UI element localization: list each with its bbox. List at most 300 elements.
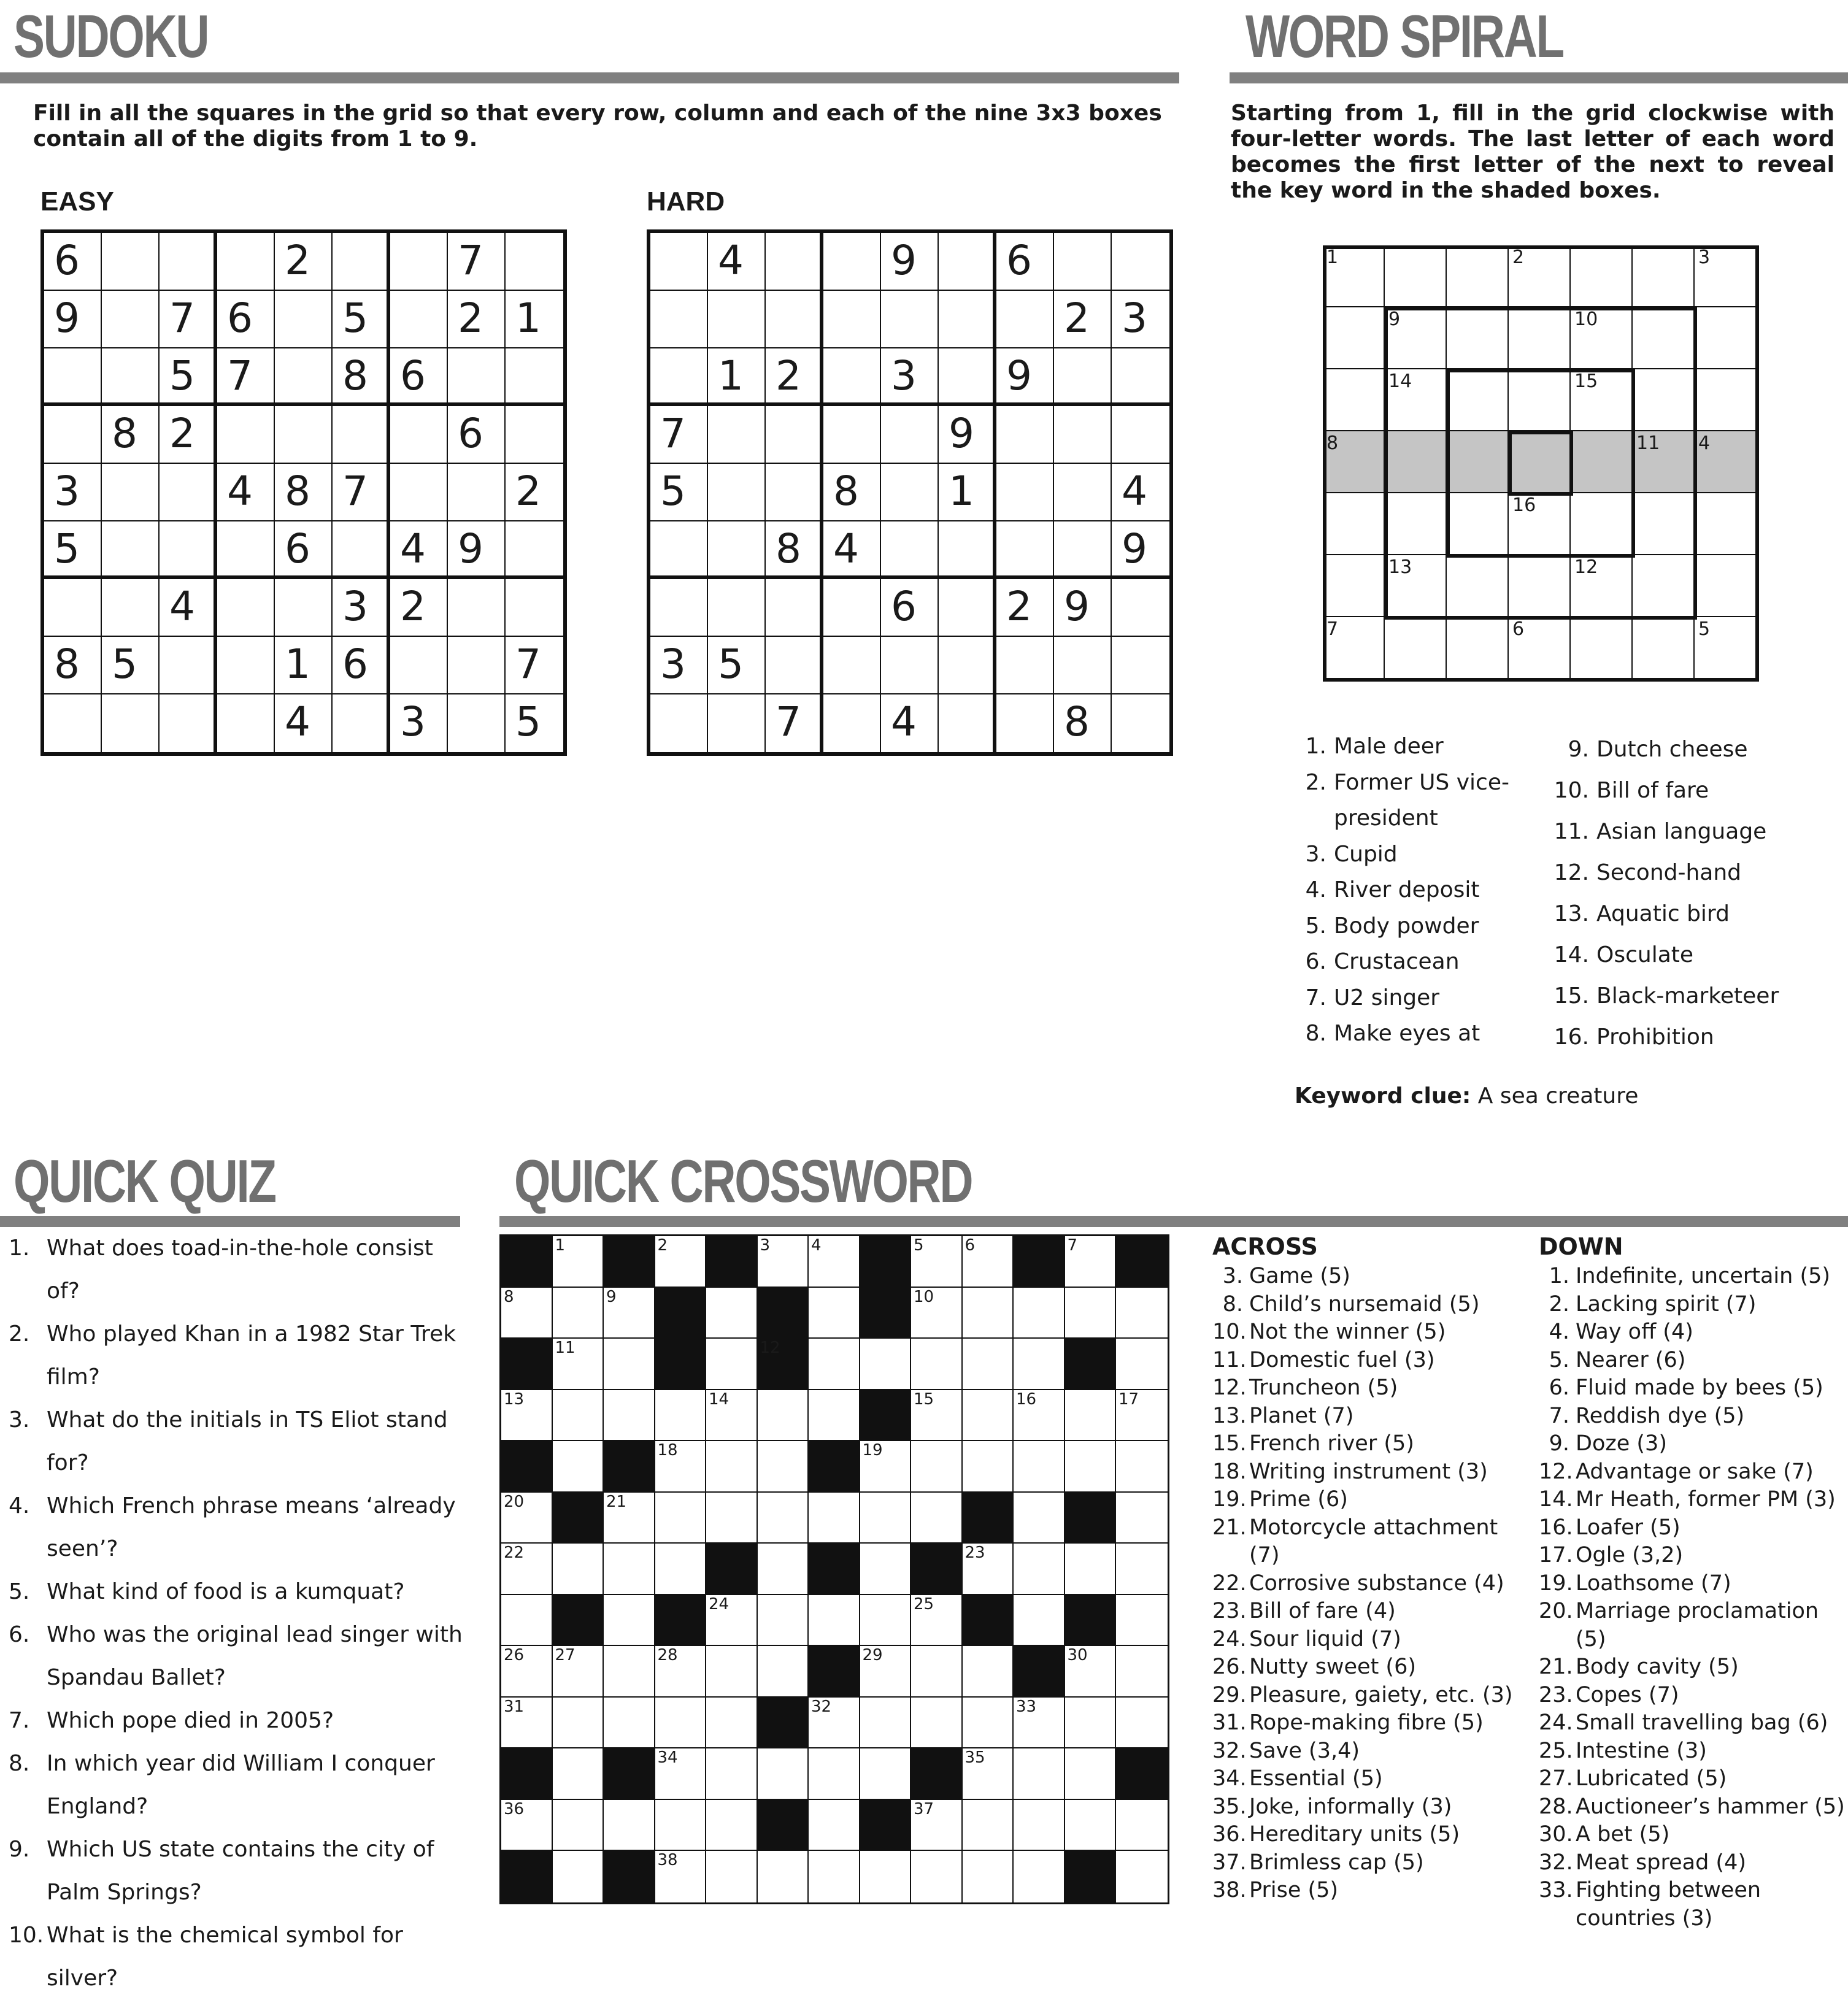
sudoku-cell	[823, 233, 881, 291]
crossword-number: 31	[504, 1697, 525, 1716]
sudoku-cell	[708, 694, 766, 752]
down-clue-number: 21.	[1539, 1655, 1573, 1679]
sudoku-cell	[160, 694, 217, 752]
sudoku-cell: 2	[448, 291, 506, 348]
down-clue-number: 17.	[1539, 1543, 1573, 1567]
sudoku-cell	[766, 291, 823, 348]
spiral-number: 3	[1698, 247, 1711, 268]
crossword-block	[501, 1851, 553, 1902]
down-clue-text: Reddish dye (5)	[1576, 1403, 1745, 1428]
sudoku-cell: 8	[333, 348, 390, 406]
sudoku-cell	[823, 579, 881, 637]
down-clue-text: Auctioneer’s hammer (5)	[1576, 1794, 1845, 1819]
crossword-cell	[501, 1544, 553, 1595]
across-clue-number: 31.	[1212, 1710, 1247, 1735]
spiral-clue-text: Former US vice-president	[1334, 769, 1509, 831]
sudoku-cell	[996, 694, 1054, 752]
crossword-cell	[501, 1698, 553, 1749]
crossword-block	[604, 1441, 655, 1493]
sudoku-cell	[448, 348, 506, 406]
down-clue-text: Fluid made by bees (5)	[1576, 1375, 1823, 1400]
crossword-cell	[963, 1390, 1014, 1442]
quiz-question	[9, 1828, 463, 1914]
crossword-cell	[501, 1800, 553, 1852]
crossword-cell	[1116, 1646, 1168, 1698]
crossword-cell	[706, 1288, 758, 1339]
sudoku-cell: 4	[881, 694, 939, 752]
spiral-cell	[1571, 617, 1633, 679]
spiral-number: 8	[1326, 433, 1339, 454]
across-clue	[1212, 1458, 1513, 1487]
across-clue-number: 34.	[1212, 1766, 1247, 1791]
down-clue-number: 2.	[1549, 1291, 1569, 1317]
crossword-cell	[1014, 1288, 1065, 1339]
down-clue-text: Fighting between countries (3)	[1576, 1878, 1761, 1931]
spiral-clue-number: 7.	[1305, 985, 1326, 1010]
crossword-cell	[655, 1851, 707, 1902]
crossword-block	[860, 1800, 912, 1852]
down-clue-text: Loafer (5)	[1576, 1515, 1681, 1540]
crossword-cell	[963, 1646, 1014, 1698]
down-clue	[1539, 1374, 1846, 1402]
quiz-question-text: Which French phrase means ‘already seen’?	[47, 1493, 456, 1561]
across-clue-text: Not the winner (5)	[1249, 1320, 1446, 1344]
crossword-number: 29	[862, 1646, 883, 1664]
crossword-number: 36	[504, 1799, 525, 1818]
sudoku-cell	[823, 637, 881, 694]
spiral-clue	[1552, 770, 1835, 811]
crossword-number: 2	[657, 1236, 668, 1255]
down-clue-text: Ogle (3,2)	[1576, 1543, 1684, 1567]
down-clue	[1539, 1598, 1846, 1653]
spiral-clue-number: 8.	[1305, 1021, 1326, 1046]
sudoku-cell: 1	[708, 348, 766, 406]
crossword-cell	[1065, 1236, 1117, 1288]
spiral-cell	[1323, 307, 1385, 369]
crossword-cell	[655, 1390, 707, 1442]
sudoku-cell	[217, 233, 275, 291]
down-clue-text: Intestine (3)	[1576, 1738, 1707, 1763]
down-clue	[1539, 1458, 1846, 1487]
crossword-number: 32	[811, 1697, 832, 1716]
sudoku-cell: 6	[333, 637, 390, 694]
across-clue-text: Hereditary units (5)	[1249, 1822, 1460, 1847]
crossword-block	[655, 1595, 707, 1647]
sudoku-cell	[650, 579, 708, 637]
across-clue	[1212, 1570, 1513, 1598]
across-clue-text: French river (5)	[1249, 1431, 1414, 1456]
across-clue-number: 11.	[1212, 1347, 1247, 1372]
sudoku-cell: 6	[390, 348, 448, 406]
sudoku-cell	[650, 694, 708, 752]
down-clue-number: 12.	[1539, 1459, 1573, 1484]
spiral-cell	[1447, 617, 1509, 679]
spiral-cell	[1571, 245, 1633, 307]
sudoku-cell: 9	[44, 291, 102, 348]
crossword-cell	[604, 1339, 655, 1390]
across-clue	[1212, 1374, 1513, 1402]
across-clue-number: 38.	[1212, 1878, 1247, 1902]
spiral-clue	[1552, 852, 1835, 893]
crossword-number: 6	[964, 1236, 976, 1255]
down-heading: DOWN	[1539, 1233, 1623, 1260]
spiral-cell	[1385, 431, 1447, 493]
across-clue-number: 3.	[1222, 1264, 1243, 1288]
quiz-questions	[9, 1227, 463, 2000]
across-clue-text: Nutty sweet (6)	[1249, 1655, 1417, 1679]
across-clue-number: 26.	[1212, 1655, 1247, 1679]
crossword-block	[758, 1339, 809, 1390]
sudoku-cell: 9	[448, 521, 506, 579]
down-clue-text: Advantage or sake (7)	[1576, 1459, 1814, 1484]
across-clues	[1212, 1263, 1513, 1905]
across-clue-text: Essential (5)	[1249, 1766, 1383, 1791]
spiral-clue-text: Second-hand	[1596, 860, 1742, 885]
crossword-cell	[706, 1800, 758, 1852]
sudoku-cell: 4	[708, 233, 766, 291]
crossword-number: 28	[657, 1646, 678, 1664]
crossword-block	[911, 1544, 963, 1595]
across-clue	[1212, 1318, 1513, 1347]
spiral-number: 5	[1698, 618, 1711, 640]
keyword-clue	[1295, 1083, 1638, 1109]
crossword-block	[809, 1544, 860, 1595]
sudoku-cell: 9	[996, 348, 1054, 406]
crossword-cell	[1116, 1595, 1168, 1647]
down-clue-text: A bet (5)	[1576, 1822, 1670, 1847]
sudoku-cell	[44, 348, 102, 406]
crossword-cell	[860, 1748, 912, 1800]
crossword-cell	[860, 1595, 912, 1647]
crossword-number: 33	[1016, 1697, 1037, 1716]
crossword-cell	[963, 1851, 1014, 1902]
down-clue-number: 25.	[1539, 1738, 1573, 1763]
crossword-cell	[809, 1698, 860, 1749]
crossword-cell	[706, 1390, 758, 1442]
crossword-cell	[911, 1288, 963, 1339]
across-clue-number: 29.	[1212, 1682, 1247, 1707]
sudoku-cell	[1054, 348, 1112, 406]
spiral-cell	[1571, 431, 1633, 493]
sudoku-cell	[506, 348, 563, 406]
sudoku-cell: 1	[275, 637, 333, 694]
down-clue	[1539, 1793, 1846, 1821]
crossword-rule	[499, 1216, 1848, 1227]
sudoku-cell: 4	[1112, 464, 1169, 521]
down-clue-text: Nearer (6)	[1576, 1347, 1686, 1372]
spiral-clue-text: Aquatic bird	[1596, 901, 1730, 926]
sudoku-cell	[275, 348, 333, 406]
sudoku-cell: 3	[650, 637, 708, 694]
spiral-number: 15	[1574, 371, 1598, 392]
sudoku-cell: 4	[160, 579, 217, 637]
sudoku-cell: 1	[939, 464, 996, 521]
sudoku-cell	[1054, 464, 1112, 521]
sudoku-cell	[823, 348, 881, 406]
spiral-clue-text: Cupid	[1334, 841, 1398, 867]
sudoku-cell	[1112, 233, 1169, 291]
sudoku-cell	[160, 521, 217, 579]
crossword-cell	[1014, 1595, 1065, 1647]
sudoku-cell	[275, 291, 333, 348]
sudoku-cell: 3	[333, 579, 390, 637]
crossword-cell	[911, 1390, 963, 1442]
down-clue-text: Body cavity (5)	[1576, 1655, 1739, 1679]
sudoku-cell	[160, 464, 217, 521]
sudoku-cell	[1112, 406, 1169, 464]
crossword-number: 34	[657, 1748, 678, 1767]
crossword-cell	[809, 1236, 860, 1288]
sudoku-cell	[881, 291, 939, 348]
spiral-clue-text: Prohibition	[1596, 1025, 1714, 1050]
sudoku-cell	[275, 579, 333, 637]
crossword-title: QUICK CROSSWORD	[514, 1147, 972, 1215]
sudoku-cell: 4	[390, 521, 448, 579]
spiral-cell	[1633, 307, 1695, 369]
down-clue-number: 5.	[1549, 1347, 1569, 1372]
crossword-block	[1116, 1748, 1168, 1800]
down-clue	[1539, 1263, 1846, 1291]
crossword-block	[1065, 1493, 1117, 1544]
quiz-question	[9, 1914, 463, 2000]
hard-sudoku-grid	[647, 229, 1173, 756]
sudoku-cell	[44, 579, 102, 637]
down-clue	[1539, 1542, 1846, 1570]
across-clue	[1212, 1598, 1513, 1626]
quiz-question-text: What do the initials in TS Eliot stand for?	[47, 1407, 448, 1475]
sudoku-cell	[448, 694, 506, 752]
quiz-question-text: Who was the original lead singer with Spandau Ballet?	[47, 1622, 463, 1690]
crossword-cell	[963, 1800, 1014, 1852]
crossword-cell	[809, 1595, 860, 1647]
crossword-block	[501, 1748, 553, 1800]
sudoku-cell	[650, 233, 708, 291]
crossword-cell	[963, 1339, 1014, 1390]
quiz-question-number: 1.	[9, 1236, 30, 1261]
down-clue	[1539, 1737, 1846, 1766]
crossword-cell	[706, 1595, 758, 1647]
down-clue	[1539, 1849, 1846, 1877]
crossword-cell	[1014, 1544, 1065, 1595]
crossword-cell	[655, 1748, 707, 1800]
spiral-number: 2	[1512, 247, 1525, 268]
spiral-clue-number: 13.	[1553, 901, 1589, 926]
sudoku-cell	[996, 406, 1054, 464]
spiral-cell	[1633, 245, 1695, 307]
spiral-clue	[1552, 729, 1835, 770]
crossword-number: 3	[760, 1236, 771, 1255]
crossword-cell	[501, 1595, 553, 1647]
across-heading: ACROSS	[1212, 1233, 1318, 1260]
across-clue-number: 15.	[1212, 1431, 1247, 1456]
spiral-cell	[1323, 493, 1385, 555]
crossword-block	[1014, 1646, 1065, 1698]
across-clue-text: Child’s nursemaid (5)	[1249, 1291, 1480, 1317]
sudoku-cell	[333, 406, 390, 464]
crossword-cell	[655, 1698, 707, 1749]
sudoku-cell: 6	[996, 233, 1054, 291]
spiral-cell	[1695, 369, 1757, 431]
crossword-cell	[1116, 1288, 1168, 1339]
spiral-cell	[1323, 555, 1385, 617]
sudoku-cell: 3	[44, 464, 102, 521]
sudoku-cell: 2	[160, 406, 217, 464]
crossword-block	[963, 1595, 1014, 1647]
word-spiral-title: WORD SPIRAL	[1245, 2, 1563, 70]
sudoku-cell	[102, 521, 160, 579]
down-clue	[1539, 1318, 1846, 1347]
word-spiral-clues-left	[1290, 729, 1547, 1052]
spiral-cell	[1385, 493, 1447, 555]
sudoku-cell	[160, 233, 217, 291]
sudoku-cell: 2	[766, 348, 823, 406]
across-clue-number: 12.	[1212, 1375, 1247, 1400]
down-clue	[1539, 1765, 1846, 1793]
down-clue-text: Lubricated (5)	[1576, 1766, 1727, 1791]
crossword-cell	[1116, 1544, 1168, 1595]
down-clue	[1539, 1709, 1846, 1737]
sudoku-cell: 6	[448, 406, 506, 464]
crossword-number: 10	[914, 1287, 934, 1306]
across-clue-number: 24.	[1212, 1626, 1247, 1652]
sudoku-cell	[333, 233, 390, 291]
crossword-number: 21	[606, 1492, 627, 1511]
sudoku-cell	[506, 579, 563, 637]
crossword-number: 30	[1067, 1646, 1088, 1664]
across-clue	[1212, 1626, 1513, 1654]
sudoku-cell: 7	[333, 464, 390, 521]
down-clue-number: 20.	[1539, 1599, 1573, 1623]
spiral-clue	[1290, 729, 1547, 765]
across-clue-text: Writing instrument (3)	[1249, 1459, 1488, 1484]
hard-label: HARD	[647, 187, 725, 217]
spiral-cell	[1509, 431, 1571, 493]
sudoku-cell: 4	[823, 521, 881, 579]
sudoku-cell: 6	[881, 579, 939, 637]
spiral-cell	[1695, 493, 1757, 555]
crossword-cell	[706, 1339, 758, 1390]
sudoku-cell	[939, 233, 996, 291]
across-clue-number: 23.	[1212, 1599, 1247, 1623]
sudoku-cell	[448, 637, 506, 694]
down-clue-number: 16.	[1539, 1515, 1573, 1540]
across-clue-number: 37.	[1212, 1850, 1247, 1875]
across-clue	[1212, 1765, 1513, 1793]
crossword-cell	[963, 1698, 1014, 1749]
sudoku-cell	[1054, 637, 1112, 694]
spiral-clue	[1290, 980, 1547, 1017]
crossword-cell	[1065, 1441, 1117, 1493]
crossword-number: 26	[504, 1646, 525, 1664]
sudoku-cell: 5	[44, 521, 102, 579]
sudoku-cell	[217, 694, 275, 752]
down-clue-number: 27.	[1539, 1766, 1573, 1791]
crossword-block	[501, 1441, 553, 1493]
spiral-number: 9	[1388, 309, 1401, 330]
sudoku-cell: 6	[217, 291, 275, 348]
crossword-cell	[758, 1236, 809, 1288]
crossword-number: 37	[914, 1799, 934, 1818]
crossword-cell	[553, 1851, 604, 1902]
crossword-cell	[1065, 1288, 1117, 1339]
sudoku-cell: 3	[881, 348, 939, 406]
down-clue-text: Indefinite, uncertain (5)	[1576, 1264, 1831, 1288]
spiral-clue-number: 2.	[1305, 769, 1326, 795]
spiral-cell	[1633, 555, 1695, 617]
easy-label: EASY	[40, 187, 114, 217]
quiz-question-text: Which US state contains the city of Palm Springs?	[47, 1837, 434, 1905]
word-spiral-instructions: Starting from 1, fill in the grid clockwise with four-letter words. The last letter of each word becomes the first letter of the next to reveal the key word in the shaded boxes.	[1231, 101, 1835, 203]
quiz-question	[9, 1699, 463, 1742]
crossword-cell	[706, 1441, 758, 1493]
crossword-cell	[911, 1646, 963, 1698]
spiral-number: 13	[1388, 556, 1412, 578]
down-clue-text: Lacking spirit (7)	[1576, 1291, 1757, 1317]
crossword-cell	[860, 1544, 912, 1595]
crossword-number: 38	[657, 1851, 678, 1869]
spiral-number: 16	[1512, 494, 1536, 516]
sudoku-cell: 6	[44, 233, 102, 291]
sudoku-cell: 2	[1054, 291, 1112, 348]
sudoku-cell	[708, 291, 766, 348]
crossword-cell	[963, 1544, 1014, 1595]
down-clue	[1539, 1570, 1846, 1598]
crossword-number: 27	[555, 1646, 576, 1664]
crossword-cell	[655, 1493, 707, 1544]
sudoku-cell: 5	[102, 637, 160, 694]
sudoku-cell	[881, 637, 939, 694]
down-clue	[1539, 1486, 1846, 1514]
spiral-clue-number: 10.	[1553, 778, 1589, 803]
spiral-clue-number: 9.	[1568, 737, 1589, 762]
crossword-block	[604, 1748, 655, 1800]
keyword-clue-text: A sea creature	[1477, 1083, 1639, 1109]
across-clue-text: Bill of fare (4)	[1249, 1599, 1396, 1623]
crossword-cell	[655, 1646, 707, 1698]
crossword-block	[911, 1748, 963, 1800]
crossword-cell	[1065, 1390, 1117, 1442]
across-clue-text: Rope-making fibre (5)	[1249, 1710, 1484, 1735]
crossword-cell	[758, 1646, 809, 1698]
crossword-cell	[706, 1748, 758, 1800]
sudoku-cell: 7	[448, 233, 506, 291]
spiral-clue-text: Black-marketeer	[1596, 983, 1779, 1009]
down-clue-number: 4.	[1549, 1320, 1569, 1344]
sudoku-cell	[390, 637, 448, 694]
crossword-cell	[911, 1800, 963, 1852]
sudoku-cell: 5	[160, 348, 217, 406]
sudoku-cell: 5	[333, 291, 390, 348]
spiral-number: 12	[1574, 556, 1598, 578]
sudoku-instructions: Fill in all the squares in the grid so that every row, column and each of the nine 3x3 boxes contain all of the digits from 1 to 9.	[33, 101, 1162, 152]
crossword-cell	[860, 1339, 912, 1390]
sudoku-cell	[823, 694, 881, 752]
quiz-question-number: 2.	[9, 1321, 30, 1347]
crossword-number: 7	[1067, 1236, 1078, 1255]
quiz-question-number: 5.	[9, 1579, 30, 1604]
spiral-number: 10	[1574, 309, 1598, 330]
spiral-clue	[1552, 1017, 1835, 1058]
sudoku-cell	[996, 291, 1054, 348]
spiral-clue-number: 6.	[1305, 949, 1326, 974]
crossword-cell	[501, 1646, 553, 1698]
sudoku-cell	[506, 521, 563, 579]
across-clue	[1212, 1737, 1513, 1766]
crossword-number: 13	[504, 1390, 525, 1409]
spiral-cell	[1323, 369, 1385, 431]
down-clue	[1539, 1347, 1846, 1375]
sudoku-cell: 7	[766, 694, 823, 752]
